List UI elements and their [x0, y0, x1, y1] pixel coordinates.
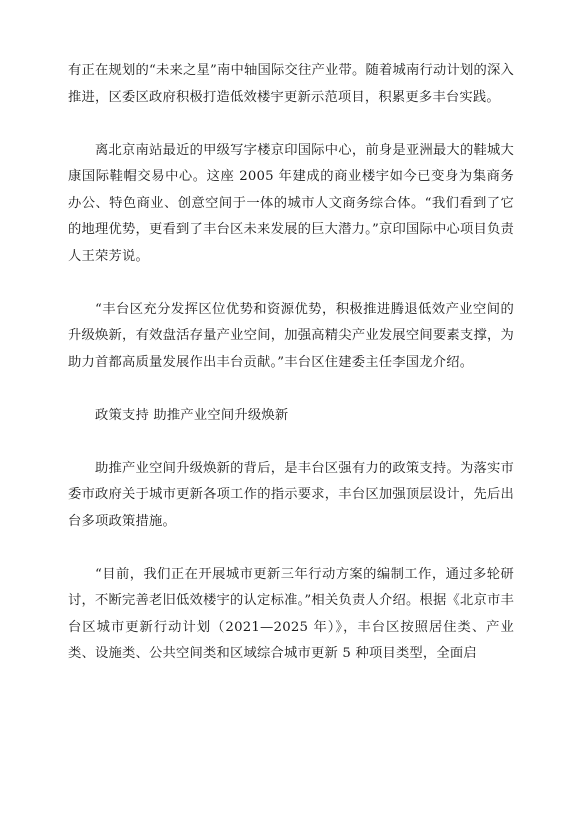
paragraph-gap — [68, 270, 514, 297]
article-body — [68, 58, 514, 668]
paragraph-gap — [68, 429, 514, 456]
section-heading: 政策支持 助推产业空间升级焕新 — [95, 407, 289, 423]
paragraph-gap — [68, 111, 514, 138]
paragraph-gap — [68, 535, 514, 562]
paragraph-2: 离北京南站最近的甲级写字楼京印国际中心，前身是亚洲最大的鞋城大康国际鞋帽交易中心。这座 2005 年建成的商业楼宇如今已变身为集商务办公、特色商业、创意空间于一体的城市人文商务综合体。“我们看到了它的地理优势，更看到了丰台区未来发展的巨大潜力。”京印国际中心项目负责人王荣芳说。 — [68, 142, 514, 264]
paragraph-5: “目前，我们正在开展城市更新三年行动方案的编制工作，通过多轮研讨，不断完善老旧低效楼宇的认定标准。”相关负责人介绍。根据《北京市丰台区城市更新行动计划（2021—2025 年）》，丰台区按照居住类、产业类、设施类、公共空间类和区域综合城市更新 5 种项目类型，全面启 — [68, 566, 514, 661]
paragraph-3: “丰台区充分发挥区位优势和资源优势，积极推进腾退低效产业空间的升级焕新，有效盘活存量产业空间，加强高精尖产业发展空间要素支撑，为助力首都高质量发展作出丰台贡献。”丰台区住建委主任李国龙介绍。 — [68, 301, 514, 370]
paragraph-gap — [68, 376, 514, 403]
paragraph-1: 有正在规划的“未来之星”南中轴国际交往产业带。随着城南行动计划的深入推进，区委区政府积极打造低效楼宇更新示范项目，积累更多丰台实践。 — [68, 63, 514, 105]
paragraph-4: 助推产业空间升级焕新的背后，是丰台区强有力的政策支持。为落实市委市政府关于城市更新各项工作的指示要求，丰台区加强顶层设计，先后出台多项政策措施。 — [68, 460, 514, 529]
